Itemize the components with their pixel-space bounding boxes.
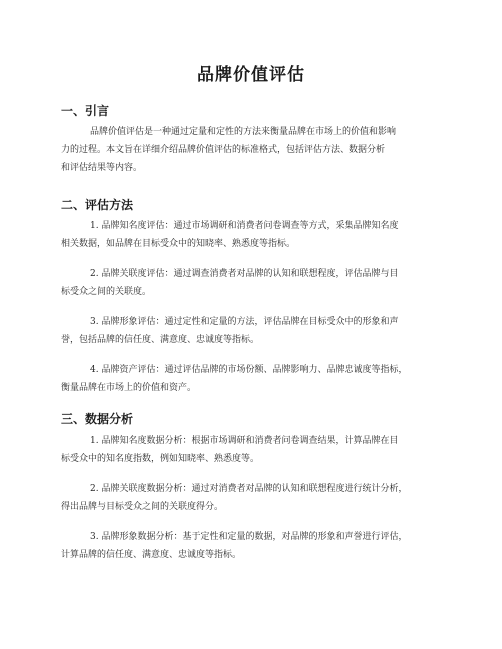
paragraph [61, 480, 439, 516]
paragraph [61, 313, 439, 349]
paragraph-line: 得出品牌与目标受众之间的关联度得分。 [61, 502, 224, 512]
paragraph-line: 3. 品牌形象数据分析：基于定性和定量的数据，对品牌的形象和声誉进行评估， [90, 532, 408, 542]
paragraph-line: 1. 品牌知名度数据分析：根据市场调研和消费者问卷调查结果，计算品牌在目 [90, 436, 399, 446]
paragraph-line: 2. 品牌关联度评估：通过调查消费者对品牌的认知和联想程度，评估品牌与目 [90, 269, 399, 279]
paragraph-line: 标受众之间的关联度。 [61, 287, 152, 297]
paragraph-line: 誉，包括品牌的信任度、满意度、忠诚度等指标。 [61, 335, 260, 345]
paragraph [61, 265, 439, 301]
paragraph-line: 1. 品牌知名度评估：通过市场调研和消费者问卷调查等方式，采集品牌知名度 [90, 221, 399, 231]
paragraph-line: 和评估结果等内容。 [61, 163, 143, 173]
paragraph-line: 计算品牌的信任度、满意度、忠诚度等指标。 [61, 550, 242, 560]
section-heading-introduction: 一、引言 [61, 104, 110, 118]
document-title: 品牌价值评估 [197, 65, 305, 85]
paragraph [61, 528, 439, 564]
paragraph-line: 力的过程。本文旨在详细介绍品牌价值评估的标准格式，包括评估方法、数据分析 [61, 145, 386, 155]
paragraph-line: 标受众中的知名度指数，例如知晓率、熟悉度等。 [61, 454, 260, 464]
paragraph [61, 123, 439, 177]
paragraph-line: 3. 品牌形象评估：通过定性和定量的方法，评估品牌在目标受众中的形象和声 [90, 317, 399, 327]
paragraph-line: 2. 品牌关联度数据分析：通过对消费者对品牌的认知和联想程度进行统计分析， [90, 484, 408, 494]
paragraph [61, 432, 439, 468]
paragraph-line: 4. 品牌资产评估：通过评估品牌的市场份额、品牌影响力、品牌忠诚度等指标， [90, 365, 408, 375]
paragraph [61, 361, 439, 397]
paragraph-line: 相关数据，如品牌在目标受众中的知晓率、熟悉度等指标。 [61, 239, 296, 249]
section-heading-methods: 二、评估方法 [61, 198, 134, 212]
paragraph [61, 217, 439, 253]
paragraph-line: 品牌价值评估是一种通过定量和定性的方法来衡量品牌在市场上的价值和影响 [90, 127, 397, 137]
section-heading-data-analysis: 三、数据分析 [61, 412, 134, 426]
paragraph-line: 衡量品牌在市场上的价值和资产。 [61, 383, 197, 393]
